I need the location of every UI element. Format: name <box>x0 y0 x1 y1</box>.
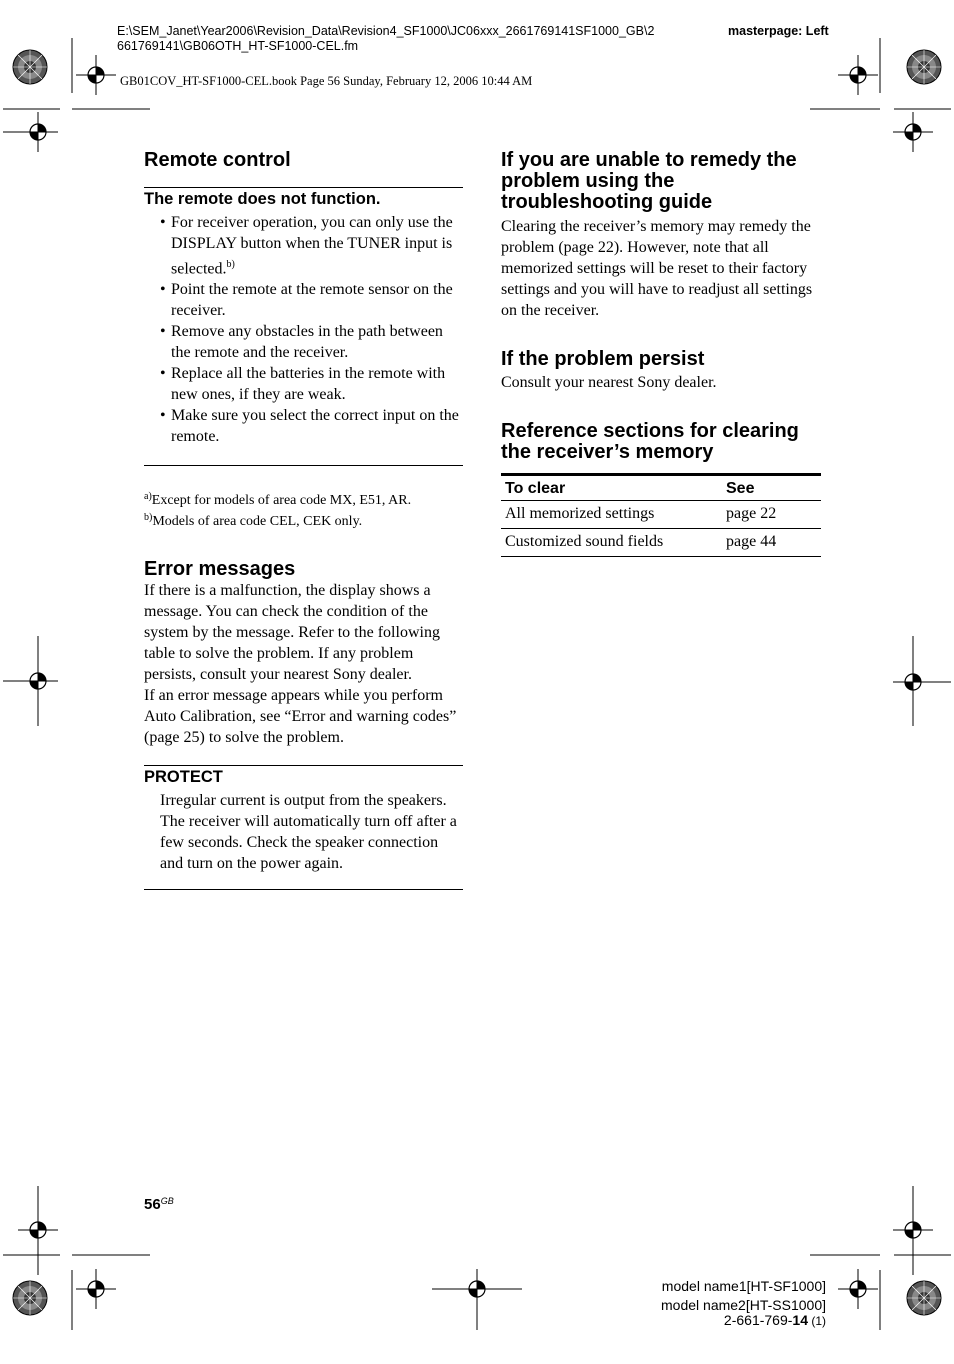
list-item: • Make sure you select the correct input on the remote. <box>144 405 463 447</box>
table-row <box>501 501 821 529</box>
file-path-line1: E:\SEM_Janet\Year2006\Revision_Data\Revision4_SF1000\JC06xxx_2661769141SF1000_GB\2 <box>117 24 655 38</box>
footnote-text: Models of area code CEL, CEK only. <box>152 514 363 530</box>
remote-control-heading: Remote control <box>144 149 291 171</box>
footnote-mark: b) <box>144 512 153 524</box>
persist-paragraph: Consult your nearest Sony dealer. <box>501 374 717 391</box>
remote-bullet-list <box>144 212 463 447</box>
list-item: • Remove any obstacles in the path between the remote and the receiver. <box>144 321 463 363</box>
unable-paragraph: Clearing the receiver’s memory may remedy the problem (page 22). However, note that all memorized settings will be reset to their factory settings and you will have to readjust all settings on the receiver. <box>501 218 813 319</box>
reference-table <box>501 473 821 557</box>
error-paragraph-2: If an error message appears while you perform Auto Calibration, see “Error and warning codes” (page 25) to solve the problem. <box>144 687 457 747</box>
footnote-a <box>144 488 463 509</box>
table-cell: page 44 <box>722 529 821 557</box>
protect-description: Irregular current is output from the speakers. The receiver will automatically turn off after a few seconds. Check the speaker connection and turn on the power again. <box>160 792 457 873</box>
part-number-bold: 14 <box>792 1312 808 1328</box>
model-name-2: model name2[HT-SS1000] <box>661 1297 826 1313</box>
list-item: • Replace all the batteries in the remote with new ones, if they are weak. <box>144 363 463 405</box>
page-suffix: GB <box>160 1196 174 1206</box>
remote-subheading: The remote does not function. <box>144 190 381 208</box>
column-header-see: See <box>722 475 821 501</box>
model-name-1: model name1[HT-SF1000] <box>661 1278 826 1294</box>
part-number-suffix: (1) <box>808 1314 826 1328</box>
table-header-row <box>501 475 821 501</box>
page-number <box>144 1196 174 1213</box>
column-header-to-clear: To clear <box>501 475 722 501</box>
book-info-line: GB01COV_HT-SF1000-CEL.book Page 56 Sunday, February 12, 2006 10:44 AM <box>120 74 533 88</box>
list-item <box>144 212 463 279</box>
left-column <box>144 150 463 890</box>
unable-to-remedy-heading: If you are unable to remedy the problem using the troubleshooting guide <box>501 149 797 213</box>
part-number <box>724 1312 826 1328</box>
page-number-value: 56 <box>144 1196 161 1213</box>
file-path <box>117 24 654 54</box>
bullet-text: For receiver operation, you can only use the DISPLAY button when the TUNER input is selected. <box>171 214 453 278</box>
file-path-line2: 661769141\GB06OTH_HT-SF1000-CEL.fm <box>117 39 359 53</box>
footnotes <box>144 488 463 530</box>
part-number-prefix: 2-661-769- <box>723 1312 793 1328</box>
error-messages-heading: Error messages <box>144 558 296 581</box>
table-cell: page 22 <box>722 501 821 529</box>
reference-sections-heading: Reference sections for clearing the receiver’s memory <box>501 420 799 463</box>
table-cell: Customized sound fields <box>501 529 722 557</box>
footnote-text: Except for models of area code MX, E51, AR. <box>151 493 412 509</box>
problem-persist-heading: If the problem persist <box>501 348 705 370</box>
footnote-b <box>144 509 463 530</box>
right-column <box>501 150 821 557</box>
table-row <box>501 529 821 557</box>
error-paragraph-1: If there is a malfunction, the display shows a message. You can check the condition of the system by the message. Refer to the following table to solve the problem. If any problem persists, consult your nearest Sony dealer. <box>144 582 440 684</box>
footnote-mark: a) <box>144 491 152 503</box>
protect-label: PROTECT <box>144 768 223 787</box>
table-cell: All memorized settings <box>501 501 722 529</box>
footnote-ref: b) <box>226 259 235 270</box>
masterpage-label: masterpage: Left <box>728 24 829 38</box>
list-item: • Point the remote at the remote sensor on the receiver. <box>144 279 463 321</box>
